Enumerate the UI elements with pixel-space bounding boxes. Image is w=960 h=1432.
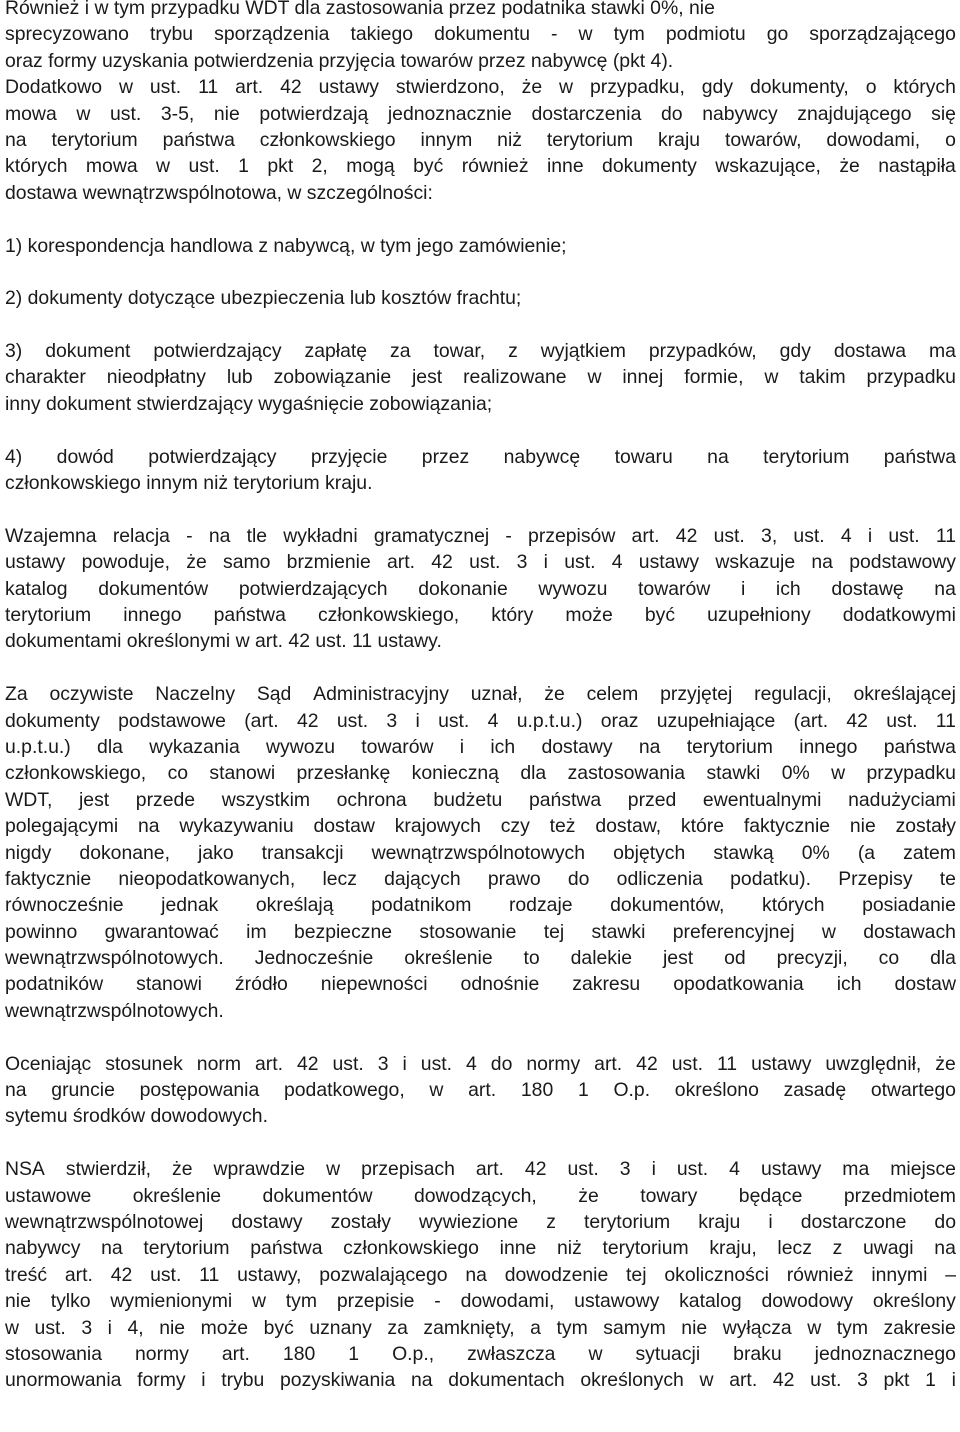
text-line: na gruncie postępowania podatkowego, w art. 180 1 O.p. określono zasadę otwartego: [5, 1079, 956, 1102]
text-line: powinno gwarantować im bezpieczne stosowanie tej stawki preferencyjnej w dostawach: [5, 920, 956, 943]
text-line: mowa w ust. 3-5, nie potwierdzają jednoznacznie dostarczenia do nabywcy znajdującego się: [5, 102, 956, 125]
text-line: ustawowe określenie dokumentów dowodzących, że towary będące przedmiotem: [5, 1184, 956, 1207]
text-line: Dodatkowo w ust. 11 art. 42 ustawy stwierdzono, że w przypadku, gdy dokumenty, o których: [5, 76, 956, 99]
text-line: 4) dowód potwierdzający przyjęcie przez nabywcę towaru na terytorium państwa: [5, 445, 956, 468]
text-line: podatników stanowi źródło niepewności odnośnie zakresu opodatkowania ich dostaw: [5, 973, 956, 996]
text-line: wewnątrzwspólnotowej dostawy zostały wywiezione z terytorium kraju i dostarczone do: [5, 1210, 956, 1233]
text-line: stosowania normy art. 180 1 O.p., zwłaszcza w sytuacji braku jednoznacznego: [5, 1342, 956, 1365]
text-line: Oceniając stosunek norm art. 42 ust. 3 i ust. 4 do normy art. 42 ust. 11 ustawy uwzględnił, że: [5, 1052, 956, 1075]
text-line: 3) dokument potwierdzający zapłatę za towar, z wyjątkiem przypadków, gdy dostawa ma: [5, 340, 956, 363]
text-line: unormowania formy i trybu pozyskiwania na dokumentach określonych w art. 42 ust. 3 pkt 1 i: [5, 1369, 956, 1392]
text-line: 2) dokumenty dotyczące ubezpieczenia lub kosztów frachtu;: [5, 287, 522, 310]
list-item-2: [5, 285, 956, 311]
text-line: w ust. 3 i 4, nie może być uznany za zamknięty, a tym samym nie wyłącza w tym zakresie: [5, 1316, 956, 1339]
text-line: sprecyzowano trybu sporządzenia takiego dokumentu - w tym podmiotu go sporządzającego: [5, 23, 956, 46]
paragraph-norms-relation: [5, 1051, 956, 1130]
text-line: nigdy dokonane, jako transakcji wewnątrzwspólnotowych objętych stawką 0% (a zatem: [5, 841, 956, 864]
text-line: nabywcy na terytorium państwa członkowskiego inne niż terytorium kraju, lecz z uwagi na: [5, 1237, 956, 1260]
text-line: Za oczywiste Naczelny Sąd Administracyjny uznał, że celem przyjętej regulacji, określającej: [5, 683, 956, 706]
paragraph-wdt-documents: [5, 0, 956, 206]
text-line: członkowskiego, co stanowi przesłankę konieczną dla zastosowania stawki 0% w przypadku: [5, 762, 956, 785]
text-line: sytemu środków dowodowych.: [5, 1105, 268, 1128]
paragraph-mutual-relation: [5, 523, 956, 655]
text-line: nie tylko wymienionymi w tym przepisie - dowodami, ustawowy katalog dowodowy określony: [5, 1290, 956, 1313]
text-line: faktycznie nieopodatkowanych, lecz dających prawo do odliczenia podatku). Przepisy te: [5, 867, 956, 890]
text-line: dokumentami określonymi w art. 42 ust. 11 ustawy.: [5, 630, 442, 653]
text-line: treść art. 42 ust. 11 ustawy, pozwalającego na dowodzenie tej okoliczności również innymi –: [5, 1263, 956, 1286]
text-line: oraz formy uzyskania potwierdzenia przyjęcia towarów przez nabywcę (pkt 4).: [5, 49, 674, 72]
list-item-1: [5, 233, 956, 259]
text-line: wewnątrzwspólnotowych.: [5, 999, 224, 1022]
text-line: terytorium innego państwa członkowskiego, który może być uzupełniony dodatkowymi: [5, 603, 956, 626]
text-line: dostawa wewnątrzwspólnotowa, w szczególności:: [5, 181, 433, 204]
text-line: polegającymi na wykazywaniu dostaw krajowych czy też dostaw, które faktycznie nie zostały: [5, 815, 956, 838]
text-line: 1) korespondencja handlowa z nabywcą, w tym jego zamówienie;: [5, 234, 567, 257]
text-line: równocześnie jednak określają podatnikom rodzaje dokumentów, których posiadanie: [5, 894, 956, 917]
text-line: Również i w tym przypadku WDT dla zastosowania przez podatnika stawki 0%, nie: [5, 0, 715, 19]
text-line: charakter nieodpłatny lub zobowiązanie jest realizowane w innej formie, w takim przypadku: [5, 366, 956, 389]
text-line: inny dokument stwierdzający wygaśnięcie zobowiązania;: [5, 392, 493, 415]
list-item-4: [5, 444, 956, 497]
text-line: ustawy powoduje, że samo brzmienie art. 42 ust. 3 i ust. 4 ustawy wskazuje na podstawowy: [5, 551, 956, 574]
text-line: na terytorium państwa członkowskiego innym niż terytorium kraju towarów, dowodami, o: [5, 128, 956, 151]
text-line: NSA stwierdził, że wprawdzie w przepisach art. 42 ust. 3 i ust. 4 ustawy ma miejsce: [5, 1158, 956, 1181]
list-item-3: [5, 338, 956, 417]
paragraph-nsa-opinion: [5, 681, 956, 1024]
text-line: członkowskiego innym niż terytorium kraju.: [5, 472, 373, 495]
text-line: Wzajemna relacja - na tle wykładni gramatycznej - przepisów art. 42 ust. 3, ust. 4 i ust. 11: [5, 524, 956, 547]
text-line: katalog dokumentów potwierdzających dokonanie wywozu towarów i ich dostawę na: [5, 577, 956, 600]
text-line: WDT, jest przede wszystkim ochrona budżetu państwa przed ewentualnymi nadużyciami: [5, 788, 956, 811]
text-line: dokumenty podstawowe (art. 42 ust. 3 i ust. 4 u.p.t.u.) oraz uzupełniające (art. 42 ust. 11: [5, 709, 956, 732]
text-line: wewnątrzwspólnotowych. Jednocześnie określenie to dalekie jest od precyzji, co dla: [5, 947, 956, 970]
text-line: których mowa w ust. 1 pkt 2, mogą być również inne dokumenty wskazujące, że nastąpiła: [5, 155, 956, 178]
paragraph-nsa-conclusion: [5, 1156, 956, 1394]
text-line: u.p.t.u.) dla wykazania wywozu towarów i ich dostawy na terytorium innego państwa: [5, 735, 956, 758]
